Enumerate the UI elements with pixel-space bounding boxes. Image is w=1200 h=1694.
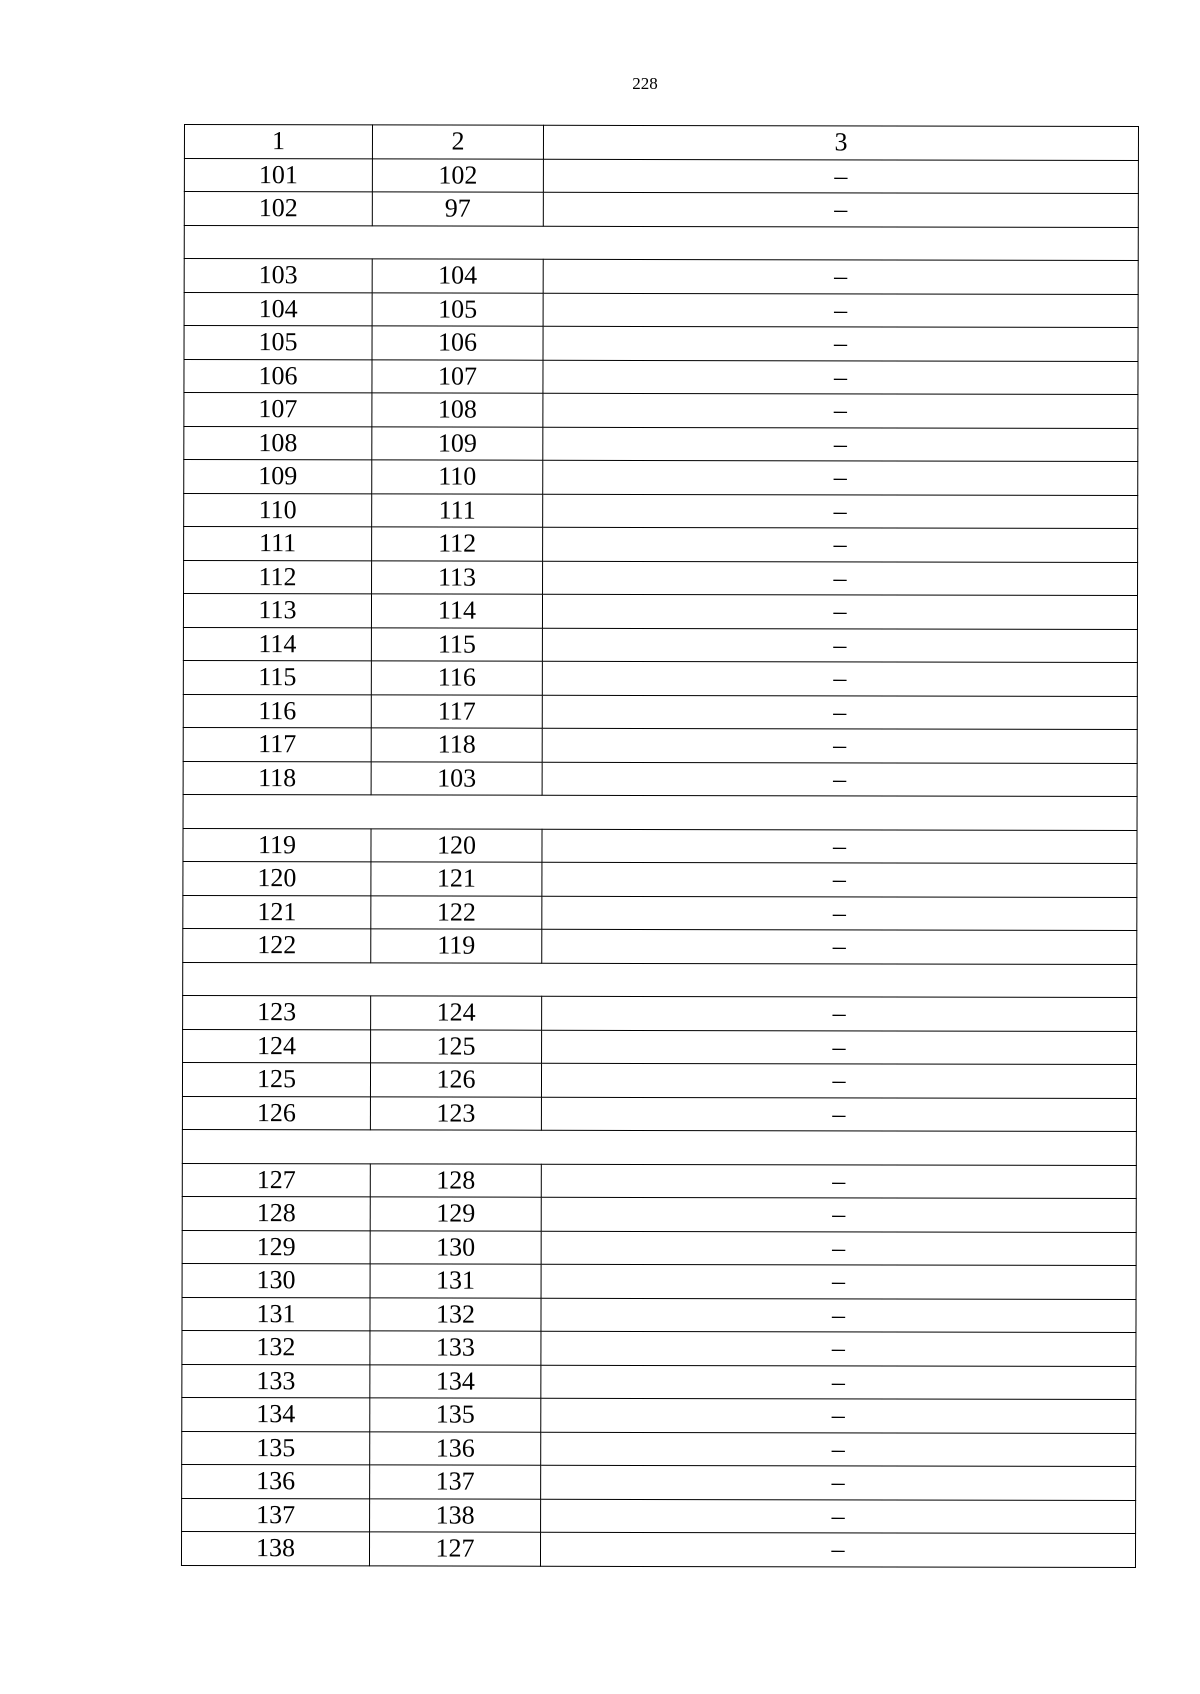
section-separator-row xyxy=(184,225,1138,260)
table-row xyxy=(182,1397,1136,1432)
table-cell-col1: 112 xyxy=(184,560,372,594)
table-cell-col3: – xyxy=(543,393,1138,428)
table-cell-col3: – xyxy=(541,1231,1136,1266)
table-cell-col2: 108 xyxy=(372,393,543,427)
table-cell-col3: – xyxy=(543,460,1138,495)
table-cell-col2: 107 xyxy=(372,359,543,393)
table-cell-col3: – xyxy=(542,1030,1137,1065)
table-cell-col1: 138 xyxy=(181,1531,369,1565)
table-row xyxy=(183,995,1137,1030)
table-cell-col3: – xyxy=(541,1398,1136,1433)
table-cell-col2: 117 xyxy=(371,694,542,728)
table-row xyxy=(183,761,1137,796)
table-cell-col2: 131 xyxy=(370,1264,541,1298)
table-cell-col2: 137 xyxy=(370,1465,541,1499)
table-cell-col3: – xyxy=(541,1197,1136,1232)
table-row xyxy=(182,1096,1136,1131)
table-cell-col1: 125 xyxy=(182,1062,370,1096)
table-cell-col2: 130 xyxy=(370,1230,541,1264)
table-cell-col1: 135 xyxy=(182,1431,370,1465)
column-header-3: 3 xyxy=(543,125,1138,160)
table-row xyxy=(183,861,1137,896)
table-cell-col2: 110 xyxy=(372,460,543,494)
table-row xyxy=(184,359,1138,394)
table-cell-col3: – xyxy=(543,326,1138,361)
separator-cell xyxy=(183,962,1137,997)
data-table xyxy=(181,124,1139,1567)
separator-cell xyxy=(182,1129,1136,1164)
section-separator-row xyxy=(183,794,1137,829)
table-cell-col1: 111 xyxy=(184,527,372,561)
table-cell-col2: 97 xyxy=(372,192,543,226)
table-cell-col1: 136 xyxy=(182,1464,370,1498)
table-cell-col3: – xyxy=(541,1465,1136,1500)
separator-cell xyxy=(183,794,1137,829)
table-cell-col1: 113 xyxy=(183,594,371,628)
table-cell-col1: 130 xyxy=(182,1263,370,1297)
table-cell-col2: 112 xyxy=(372,527,543,561)
table-cell-col2: 133 xyxy=(370,1331,541,1365)
table-cell-col3: – xyxy=(541,1164,1136,1199)
table-body xyxy=(181,125,1138,1567)
table-row xyxy=(183,660,1137,695)
table-row xyxy=(182,1464,1136,1499)
table-cell-col1: 128 xyxy=(182,1196,370,1230)
column-header-2: 2 xyxy=(372,125,543,159)
table-cell-col1: 124 xyxy=(183,1029,371,1063)
table-cell-col1: 133 xyxy=(182,1364,370,1398)
table-cell-col2: 103 xyxy=(371,761,542,795)
table-row xyxy=(183,694,1137,729)
table-cell-col2: 104 xyxy=(372,259,543,293)
table-row xyxy=(182,1297,1136,1332)
table-row xyxy=(183,1029,1137,1064)
table-cell-col3: – xyxy=(542,695,1137,730)
table-cell-col1: 123 xyxy=(183,995,371,1029)
table-cell-col2: 102 xyxy=(372,158,543,192)
table-header-row xyxy=(184,125,1138,160)
table-row xyxy=(183,895,1137,930)
table-cell-col1: 129 xyxy=(182,1230,370,1264)
table-cell-col2: 127 xyxy=(369,1532,540,1566)
table-cell-col1: 131 xyxy=(182,1297,370,1331)
table-cell-col1: 117 xyxy=(183,727,371,761)
section-separator-row xyxy=(182,1129,1136,1164)
table-cell-col3: – xyxy=(541,1432,1136,1467)
table-cell-col2: 126 xyxy=(370,1063,541,1097)
table-row xyxy=(183,727,1137,762)
table-cell-col3: – xyxy=(542,896,1137,931)
table-cell-col3: – xyxy=(540,1532,1135,1567)
table-cell-col2: 123 xyxy=(370,1096,541,1130)
table-row xyxy=(184,292,1138,327)
table-cell-col3: – xyxy=(543,159,1138,194)
table-cell-col1: 103 xyxy=(184,259,372,293)
table-row xyxy=(182,1364,1136,1399)
table-cell-col1: 121 xyxy=(183,895,371,929)
table-cell-col3: – xyxy=(542,728,1137,763)
table-row xyxy=(182,1498,1136,1533)
table-cell-col1: 119 xyxy=(183,828,371,862)
table-cell-col1: 120 xyxy=(183,861,371,895)
table-cell-col1: 134 xyxy=(182,1397,370,1431)
section-separator-row xyxy=(183,962,1137,997)
table-cell-col3: – xyxy=(542,929,1137,964)
table-row xyxy=(182,1330,1136,1365)
table-cell-col2: 119 xyxy=(371,929,542,963)
table-cell-col1: 106 xyxy=(184,359,372,393)
table-cell-col2: 136 xyxy=(370,1431,541,1465)
table-cell-col2: 114 xyxy=(371,594,542,628)
table-row xyxy=(182,1163,1136,1198)
table-cell-col2: 106 xyxy=(372,326,543,360)
table-cell-col1: 127 xyxy=(182,1163,370,1197)
table-row xyxy=(184,259,1138,294)
table-cell-col3: – xyxy=(543,561,1138,596)
table-cell-col2: 116 xyxy=(371,661,542,695)
table-row xyxy=(184,460,1138,495)
table-cell-col1: 132 xyxy=(182,1330,370,1364)
table-cell-col3: – xyxy=(543,259,1138,294)
table-cell-col1: 107 xyxy=(184,393,372,427)
table-row xyxy=(184,158,1138,193)
separator-cell xyxy=(184,225,1138,260)
table-cell-col3: – xyxy=(542,862,1137,897)
table-cell-col1: 104 xyxy=(184,292,372,326)
table-cell-col2: 124 xyxy=(371,996,542,1030)
table-cell-col3: – xyxy=(543,494,1138,529)
table-cell-col2: 122 xyxy=(371,895,542,929)
table-row xyxy=(184,326,1138,361)
table-cell-col3: – xyxy=(541,1365,1136,1400)
table-cell-col3: – xyxy=(541,1331,1136,1366)
table-cell-col3: – xyxy=(543,192,1138,227)
table-cell-col3: – xyxy=(542,628,1137,663)
table-cell-col3: – xyxy=(543,293,1138,328)
table-cell-col1: 108 xyxy=(184,426,372,460)
table-cell-col2: 111 xyxy=(372,493,543,527)
table-cell-col1: 114 xyxy=(183,627,371,661)
table-cell-col2: 134 xyxy=(370,1364,541,1398)
table-cell-col1: 118 xyxy=(183,761,371,795)
table-cell-col1: 137 xyxy=(182,1498,370,1532)
table-cell-col3: – xyxy=(543,427,1138,462)
table-cell-col3: – xyxy=(541,1264,1136,1299)
table-row xyxy=(183,928,1137,963)
table-cell-col1: 105 xyxy=(184,326,372,360)
table-cell-col1: 109 xyxy=(184,460,372,494)
table-cell-col2: 135 xyxy=(370,1398,541,1432)
table-cell-col2: 120 xyxy=(371,828,542,862)
table-cell-col1: 116 xyxy=(183,694,371,728)
table-cell-col2: 118 xyxy=(371,728,542,762)
table-row xyxy=(181,1531,1135,1566)
table-row xyxy=(184,393,1138,428)
table-cell-col3: – xyxy=(541,1097,1136,1132)
table-cell-col2: 128 xyxy=(370,1163,541,1197)
table-row xyxy=(182,1263,1136,1298)
page-number: 228 xyxy=(632,74,658,93)
table-cell-col3: – xyxy=(542,829,1137,864)
table-row xyxy=(184,426,1138,461)
table-cell-col1: 122 xyxy=(183,928,371,962)
table-cell-col2: 138 xyxy=(370,1498,541,1532)
table-cell-col3: – xyxy=(541,1499,1136,1534)
table-row xyxy=(183,627,1137,662)
table-cell-col2: 121 xyxy=(371,862,542,896)
table-row xyxy=(183,594,1137,629)
table-row xyxy=(184,192,1138,227)
table-cell-col3: – xyxy=(542,762,1137,797)
table-cell-col1: 110 xyxy=(184,493,372,527)
table-cell-col3: – xyxy=(543,360,1138,395)
table-cell-col1: 101 xyxy=(184,158,372,192)
table-cell-col3: – xyxy=(543,527,1138,562)
table-row xyxy=(184,527,1138,562)
table-cell-col2: 105 xyxy=(372,292,543,326)
table-row xyxy=(184,493,1138,528)
table-cell-col2: 129 xyxy=(370,1197,541,1231)
table-cell-col3: – xyxy=(542,996,1137,1031)
column-header-1: 1 xyxy=(184,125,372,159)
table-row xyxy=(184,560,1138,595)
table-cell-col2: 125 xyxy=(371,1029,542,1063)
table-row xyxy=(182,1431,1136,1466)
table-cell-col1: 102 xyxy=(184,192,372,226)
table-cell-col2: 109 xyxy=(372,426,543,460)
table-cell-col2: 115 xyxy=(371,627,542,661)
table-cell-col2: 113 xyxy=(372,560,543,594)
table-cell-col3: – xyxy=(542,661,1137,696)
table-row xyxy=(182,1230,1136,1265)
table-cell-col1: 126 xyxy=(182,1096,370,1130)
table-cell-col1: 115 xyxy=(183,660,371,694)
table-cell-col3: – xyxy=(542,594,1137,629)
table-cell-col3: – xyxy=(541,1063,1136,1098)
table-row xyxy=(183,828,1137,863)
table-row xyxy=(182,1062,1136,1097)
table-cell-col2: 132 xyxy=(370,1297,541,1331)
table-row xyxy=(182,1196,1136,1231)
table-cell-col3: – xyxy=(541,1298,1136,1333)
